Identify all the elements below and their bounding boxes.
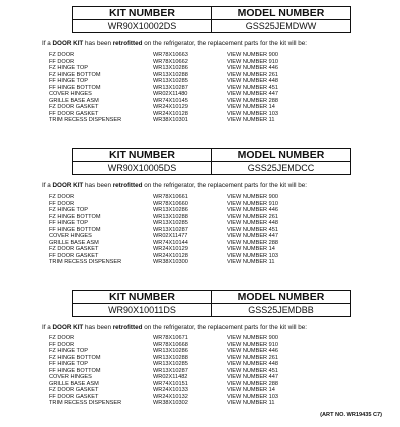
kit-number-value: WR90X10011DS: [73, 304, 212, 317]
view-number: VIEW NUMBER 14: [227, 104, 275, 110]
part-number: WR78X10671: [153, 335, 188, 341]
part-name: FZ DOOR: [49, 52, 75, 58]
part-number: WR13X10288: [153, 71, 188, 78]
part-number: WR13X10285: [153, 78, 188, 84]
part-number: WR13X10287: [153, 84, 188, 91]
art-number: (ART NO. WR19435 C7): [320, 412, 382, 418]
kit-table-3: [72, 290, 351, 317]
view-number: VIEW NUMBER 288: [227, 97, 278, 104]
part-number: WR38X10301: [153, 117, 188, 123]
part-number: WR02X11477: [153, 233, 188, 239]
model-number-value: GSS25JEMDWW: [212, 20, 351, 33]
part-name: FF HINGE BOTTOM: [49, 367, 101, 374]
part-number: WR02X11480: [153, 91, 188, 97]
part-number: WR78X10661: [153, 194, 188, 200]
view-number: VIEW NUMBER 900: [227, 52, 278, 58]
part-name: TRIM RECESS DISPENSER: [49, 117, 122, 123]
kit-table-1: [72, 6, 351, 33]
part-number: WR13X10287: [153, 226, 188, 233]
part-number: WR24X10132: [153, 393, 188, 400]
view-number: VIEW NUMBER 288: [227, 380, 278, 387]
part-name: FF HINGE TOP: [49, 78, 88, 84]
view-number: VIEW NUMBER 447: [227, 91, 278, 97]
part-name: FZ HINGE BOTTOM: [49, 354, 101, 361]
part-number: WR02X11482: [153, 374, 188, 380]
part-number: WR13X10288: [153, 213, 188, 220]
view-number: VIEW NUMBER 446: [227, 65, 278, 71]
parts-list-1: [49, 52, 349, 124]
part-number: WR13X10286: [153, 348, 188, 354]
kit-intro-text-1: If a DOOR KIT has been retrofitted on the refrigerator, the replacement parts for the kit will be:: [42, 40, 307, 47]
view-number: VIEW NUMBER 103: [227, 252, 278, 259]
parts-list-3: [49, 335, 349, 407]
view-number: VIEW NUMBER 11: [227, 117, 275, 123]
part-number: WR78X10662: [153, 58, 188, 65]
model-number-header: MODEL NUMBER: [212, 7, 351, 20]
part-name: FZ DOOR GASKET: [49, 387, 99, 393]
part-number: WR13X10288: [153, 354, 188, 361]
part-number: WR24X10128: [153, 110, 188, 117]
part-name: FZ DOOR: [49, 194, 75, 200]
part-number: WR24X10129: [153, 246, 188, 252]
model-number-header: MODEL NUMBER: [212, 291, 351, 304]
part-number: WR13X10286: [153, 65, 188, 71]
part-row: [49, 259, 349, 266]
view-number: VIEW NUMBER 448: [227, 78, 278, 84]
kit-number-value: WR90X10002DS: [73, 20, 212, 33]
part-name: COVER HINGES: [49, 91, 92, 97]
part-name: GRILLE BASE ASM: [49, 239, 99, 246]
part-name: FF DOOR GASKET: [49, 393, 99, 400]
part-name: FF HINGE BOTTOM: [49, 84, 101, 91]
part-name: FF DOOR: [49, 341, 75, 348]
part-name: FZ HINGE BOTTOM: [49, 213, 101, 220]
view-number: VIEW NUMBER 448: [227, 220, 278, 226]
model-number-value: GSS25JEMDCC: [212, 162, 351, 175]
part-name: FF DOOR GASKET: [49, 110, 99, 117]
part-number: WR38X10302: [153, 400, 188, 406]
view-number: VIEW NUMBER 261: [227, 354, 278, 361]
part-name: TRIM RECESS DISPENSER: [49, 400, 122, 406]
view-number: VIEW NUMBER 446: [227, 207, 278, 213]
part-number: WR13X10285: [153, 361, 188, 367]
part-number: WR74X10151: [153, 380, 188, 387]
part-row: [49, 117, 349, 124]
view-number: VIEW NUMBER 261: [227, 213, 278, 220]
part-number: WR38X10300: [153, 259, 188, 265]
view-number: VIEW NUMBER 261: [227, 71, 278, 78]
part-name: FZ HINGE TOP: [49, 65, 88, 71]
part-name: FF DOOR GASKET: [49, 252, 99, 259]
part-name: FF DOOR: [49, 200, 75, 207]
part-name: FF HINGE TOP: [49, 220, 88, 226]
part-name: COVER HINGES: [49, 374, 92, 380]
view-number: VIEW NUMBER 447: [227, 233, 278, 239]
view-number: VIEW NUMBER 103: [227, 110, 278, 117]
part-number: WR13X10287: [153, 367, 188, 374]
view-number: VIEW NUMBER 446: [227, 348, 278, 354]
model-number-value: GSS25JEMDBB: [212, 304, 351, 317]
view-number: VIEW NUMBER 447: [227, 374, 278, 380]
view-number: VIEW NUMBER 451: [227, 226, 278, 233]
part-name: FF HINGE TOP: [49, 361, 88, 367]
part-name: FZ DOOR: [49, 335, 75, 341]
view-number: VIEW NUMBER 14: [227, 246, 275, 252]
kit-number-header: KIT NUMBER: [73, 7, 212, 20]
part-name: FZ HINGE TOP: [49, 207, 88, 213]
view-number: VIEW NUMBER 900: [227, 194, 278, 200]
part-number: WR78X10660: [153, 200, 188, 207]
part-name: COVER HINGES: [49, 233, 92, 239]
part-name: FF HINGE BOTTOM: [49, 226, 101, 233]
part-number: WR24X10128: [153, 252, 188, 259]
view-number: VIEW NUMBER 288: [227, 239, 278, 246]
part-number: WR13X10286: [153, 207, 188, 213]
model-number-header: MODEL NUMBER: [212, 149, 351, 162]
view-number: VIEW NUMBER 910: [227, 341, 278, 348]
kit-intro-text-2: If a DOOR KIT has been retrofitted on the refrigerator, the replacement parts for the kit will be:: [42, 182, 307, 189]
view-number: VIEW NUMBER 451: [227, 84, 278, 91]
parts-list-2: [49, 194, 349, 266]
part-number: WR24X10129: [153, 104, 188, 110]
part-name: GRILLE BASE ASM: [49, 380, 99, 387]
part-name: FZ DOOR GASKET: [49, 104, 99, 110]
kit-number-header: KIT NUMBER: [73, 291, 212, 304]
view-number: VIEW NUMBER 11: [227, 400, 275, 406]
kit-table-2: [72, 148, 351, 175]
view-number: VIEW NUMBER 910: [227, 58, 278, 65]
part-number: WR74X10144: [153, 239, 188, 246]
part-name: TRIM RECESS DISPENSER: [49, 259, 122, 265]
kit-number-header: KIT NUMBER: [73, 149, 212, 162]
part-number: WR74X10145: [153, 97, 188, 104]
kit-number-value: WR90X10005DS: [73, 162, 212, 175]
view-number: VIEW NUMBER 910: [227, 200, 278, 207]
view-number: VIEW NUMBER 448: [227, 361, 278, 367]
kit-intro-text-3: If a DOOR KIT has been retrofitted on the refrigerator, the replacement parts for the kit will be:: [42, 324, 307, 331]
part-name: FZ HINGE BOTTOM: [49, 71, 101, 78]
part-number: WR24X10133: [153, 387, 188, 393]
part-name: FZ HINGE TOP: [49, 348, 88, 354]
view-number: VIEW NUMBER 103: [227, 393, 278, 400]
part-number: WR13X10285: [153, 220, 188, 226]
part-name: FF DOOR: [49, 58, 75, 65]
part-name: GRILLE BASE ASM: [49, 97, 99, 104]
view-number: VIEW NUMBER 900: [227, 335, 278, 341]
part-number: WR78X10668: [153, 341, 188, 348]
view-number: VIEW NUMBER 11: [227, 259, 275, 265]
part-row: [49, 400, 349, 407]
view-number: VIEW NUMBER 14: [227, 387, 275, 393]
part-number: WR78X10663: [153, 52, 188, 58]
part-name: FZ DOOR GASKET: [49, 246, 99, 252]
view-number: VIEW NUMBER 451: [227, 367, 278, 374]
